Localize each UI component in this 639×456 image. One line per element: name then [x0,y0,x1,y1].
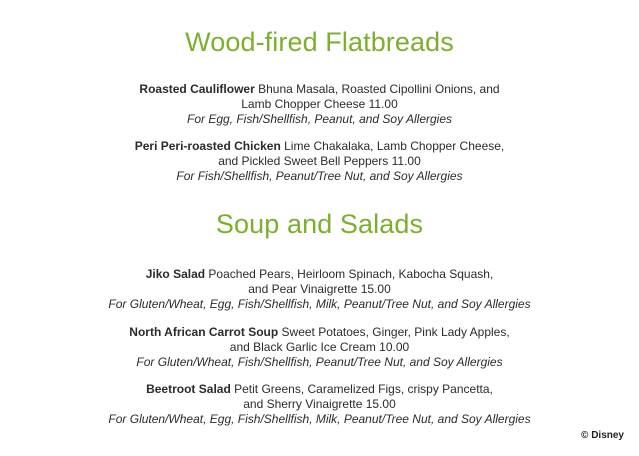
menu-item-name: Jiko Salad [145,267,206,281]
menu-item-description: Lime Chakalaka, Lamb Chopper Cheese, [280,139,505,153]
menu-item-first-line [0,382,639,397]
menu-item-description-cont: and Pear Vinaigrette 15.00 [248,282,391,296]
menu-item-description-cont: and Black Garlic Ice Cream 10.00 [229,340,410,354]
menu-item-roasted-cauliflower [0,82,639,127]
menu-item-description: Petit Greens, Caramelized Figs, crispy Pancetta, [230,382,493,396]
copyright-notice: © Disney [581,430,624,441]
menu-item-description-cont: and Sherry Vinaigrette 15.00 [243,397,396,411]
menu-item-description-cont: and Pickled Sweet Bell Peppers 11.00 [218,154,421,168]
menu-item-description: Poached Pears, Heirloom Spinach, Kabocha Squash, [205,267,494,281]
menu-item-allergy-note: For Egg, Fish/Shellfish, Peanut, and Soy Allergies [186,112,453,126]
menu-item-first-line [0,267,639,282]
menu-item-allergy-note: For Gluten/Wheat, Egg, Fish/Shellfish, Milk, Peanut/Tree Nut, and Soy Allergies [108,297,531,311]
section-title-soup-salads: Soup and Salads [215,209,424,239]
menu-item-first-line [0,325,639,340]
menu-item-description: Sweet Potatoes, Ginger, Pink Lady Apples, [278,325,510,339]
menu-item-jiko-salad [0,267,639,312]
menu-item-first-line [0,139,639,154]
menu-item-allergy-note: For Gluten/Wheat, Egg, Fish/Shellfish, Milk, Peanut/Tree Nut, and Soy Allergies [108,412,531,426]
section-title-flatbreads: Wood-fired Flatbreads [185,27,454,57]
menu-item-allergy-note: For Fish/Shellfish, Peanut/Tree Nut, and Soy Allergies [176,169,463,183]
menu-item-allergy-note: For Gluten/Wheat, Fish/Shellfish, Peanut/Tree Nut, and Soy Allergies [136,355,503,369]
menu-item-description-cont: Lamb Chopper Cheese 11.00 [241,97,398,111]
menu-item-name: Peri Peri-roasted Chicken [134,139,281,153]
menu-item-beetroot-salad [0,382,639,427]
menu-item-name: Roasted Cauliflower [139,82,255,96]
menu-item-peri-peri-chicken [0,139,639,184]
menu-item-carrot-soup [0,325,639,370]
menu-item-name: North African Carrot Soup [129,325,279,339]
menu-item-name: Beetroot Salad [146,382,231,396]
menu-item-first-line [0,82,639,97]
menu-item-description: Bhuna Masala, Roasted Cipollini Onions, and [254,82,500,96]
